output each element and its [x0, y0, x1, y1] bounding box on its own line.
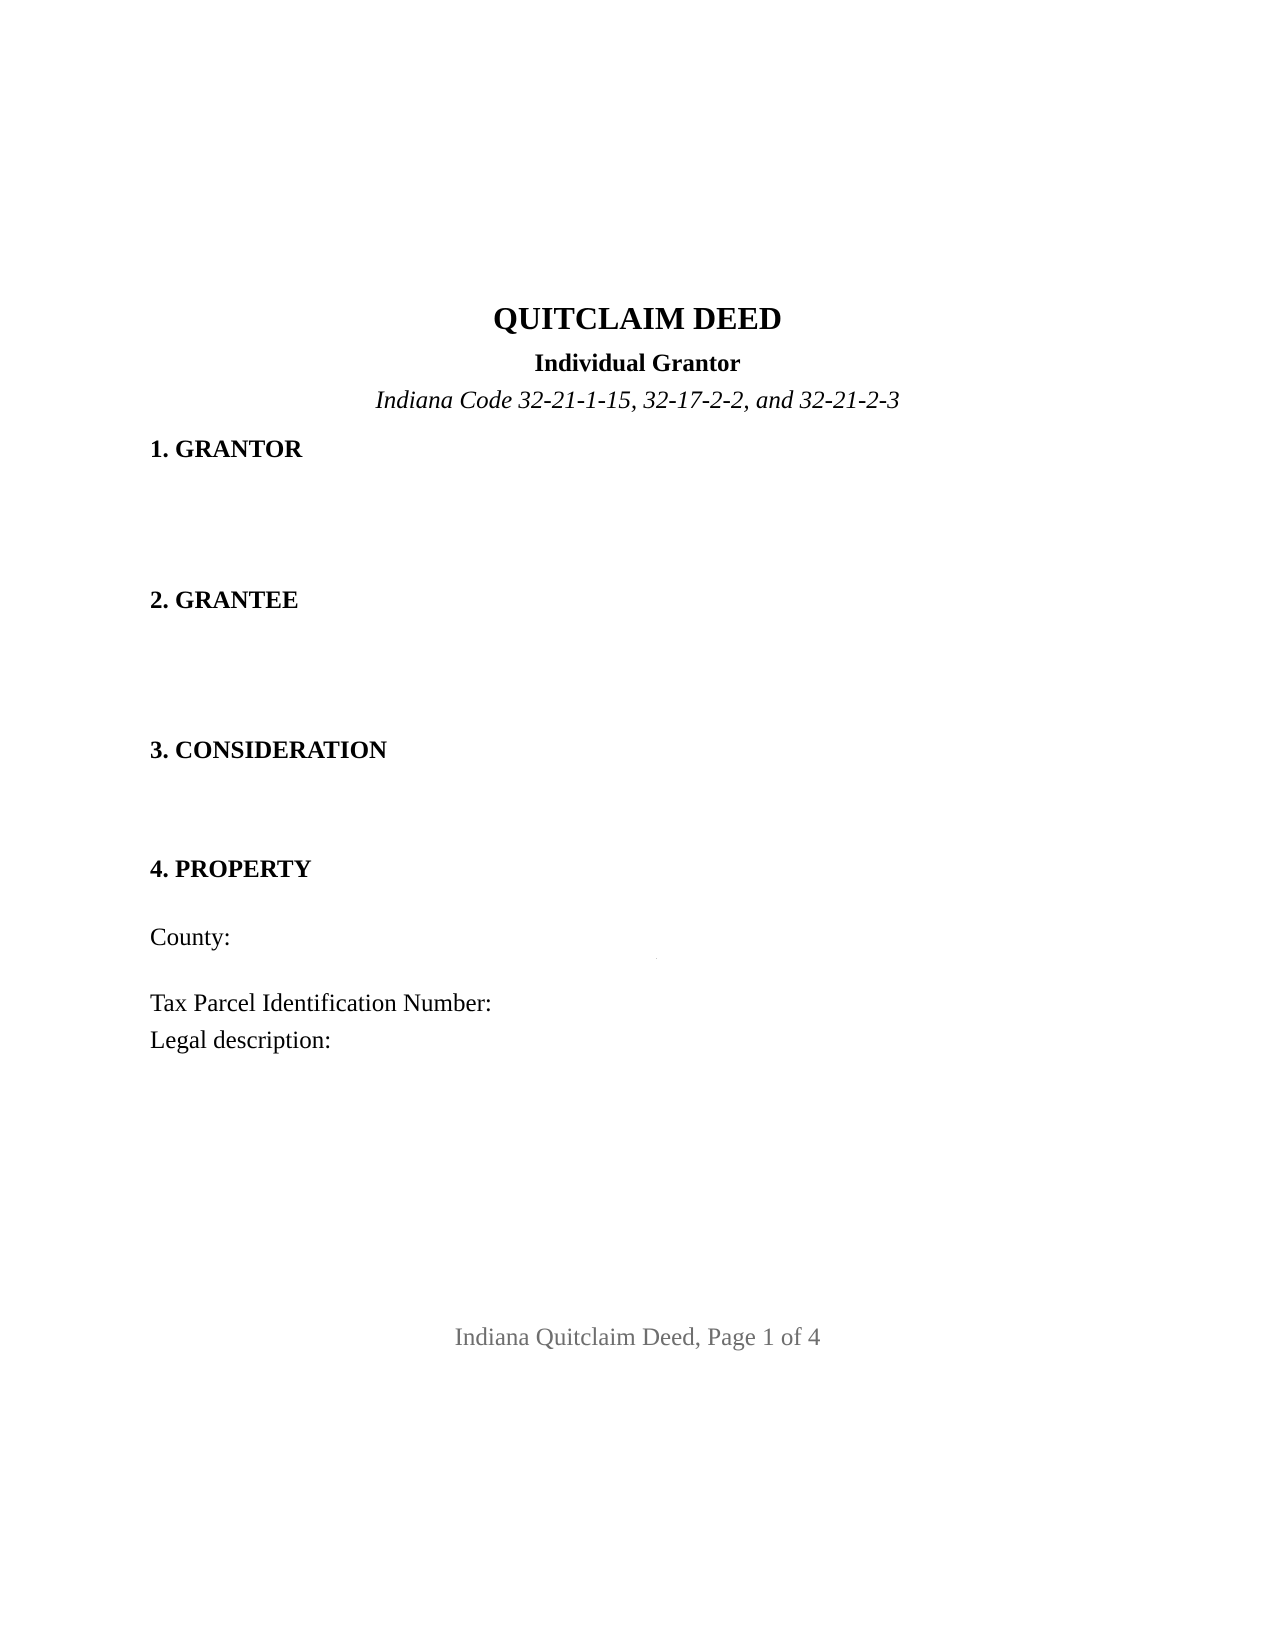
county-label: County:	[150, 924, 231, 951]
tax-parcel-label: Tax Parcel Identification Number:	[150, 990, 492, 1017]
document-title: QUITCLAIM DEED	[493, 300, 782, 336]
stray-mark	[656, 958, 657, 959]
section-heading-grantor: 1. GRANTOR	[150, 436, 303, 463]
legal-description-label: Legal description:	[150, 1027, 332, 1054]
section-heading-property: 4. PROPERTY	[150, 856, 312, 883]
page-footer: Indiana Quitclaim Deed, Page 1 of 4	[454, 1324, 821, 1351]
code-reference: Indiana Code 32-21-1-15, 32-17-2-2, and 32-21-2-3	[375, 387, 900, 414]
section-heading-grantee: 2. GRANTEE	[150, 587, 299, 614]
section-heading-consideration: 3. CONSIDERATION	[150, 737, 388, 764]
document-subtitle: Individual Grantor	[534, 350, 741, 377]
